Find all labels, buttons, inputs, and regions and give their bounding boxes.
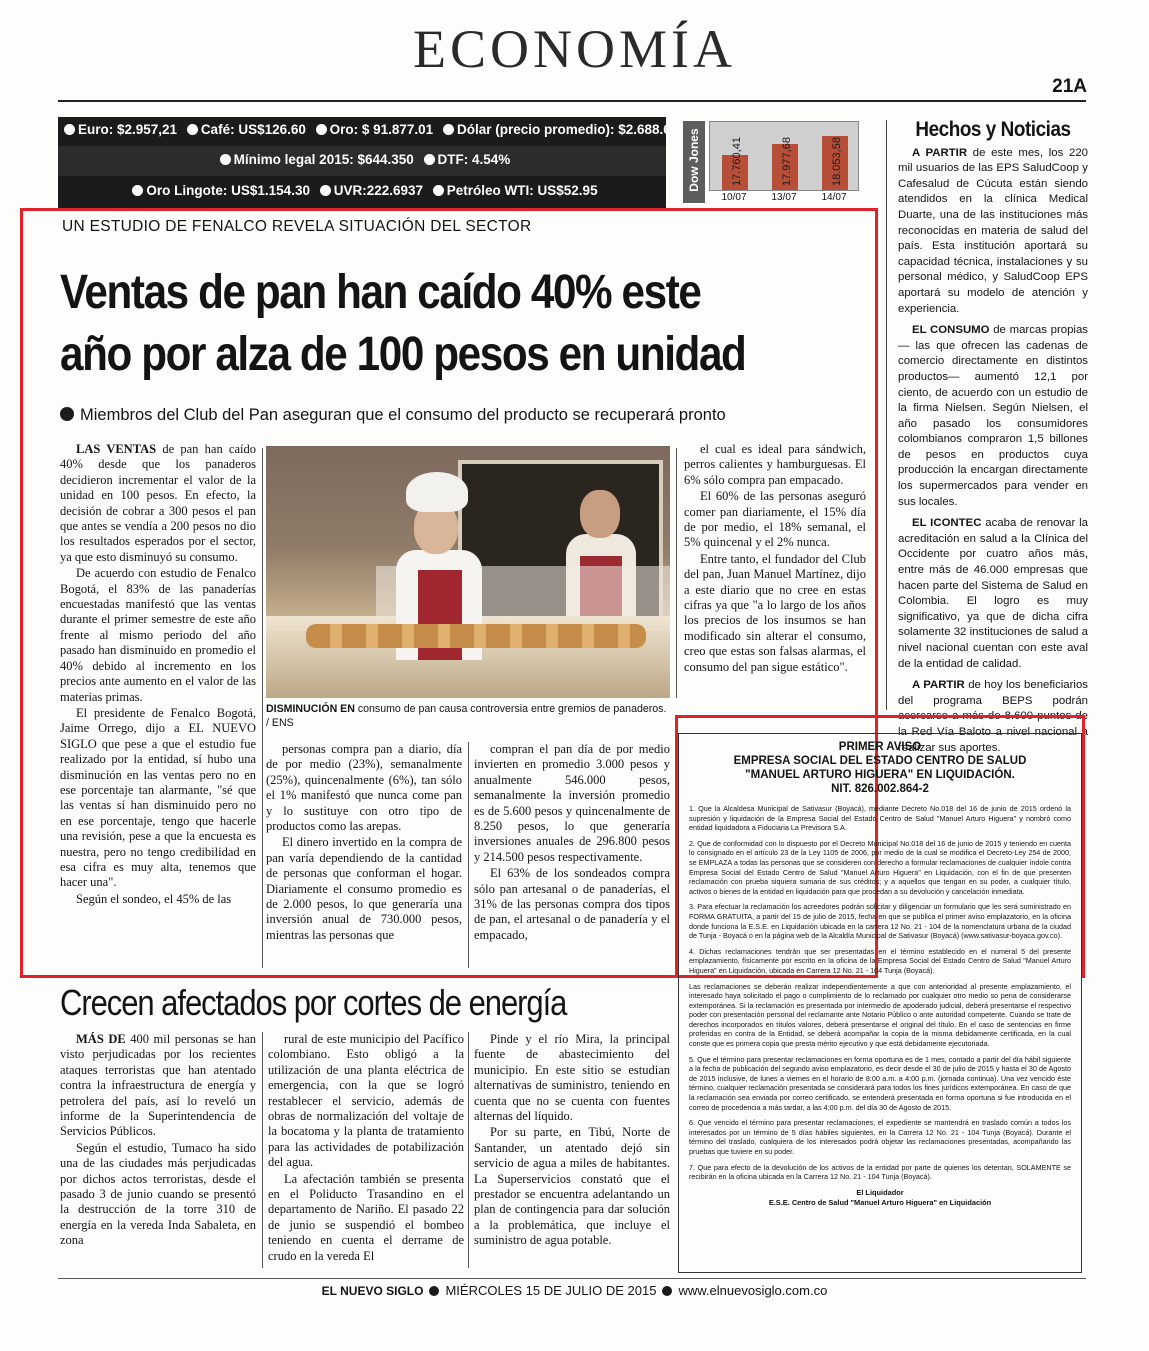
ticker-row-3: [58, 183, 666, 198]
paragraph-text: Entre tanto, el fundador del Club del pan, Juan Manuel Martínez, dijo a este diario que no cree en estas cifras ya que "a lo largo de los años los precios de los insumos se han modificado sin alterar el consumo, creo que estas son falsas alarmas, el consumo del pan sigue estático".: [684, 551, 866, 674]
hechos-y-noticias-sidebar: [898, 118, 1088, 762]
article-kicker: UN ESTUDIO DE FENALCO REVELA SITUACIÓN DEL SECTOR: [62, 218, 532, 235]
bullet-icon: [187, 124, 198, 135]
paragraph: [684, 442, 866, 488]
paragraph-text: El presidente de Fenalco Bogotá, Jaime Orrego, dijo a EL NUEVO SIGLO que pese a que el estudio fue realizado por la entidad, sí hubo una disminución en las ventas pero no en ese porcentaje tan alarmante, "sé que las ventas sí han disminuido pero no en ese porcentaje, tengo que hacerle una revisión, pese a que la encuesta es nuestra, pero no tengo credibilidad en esa cifra es muy alta, tenemos que hacer una".: [60, 705, 256, 890]
bullet-icon: [64, 124, 75, 135]
ticker-item: Dólar (precio promedio): $2.688.62: [456, 122, 679, 137]
article-2-column-1: [60, 1032, 256, 1250]
section-masthead: ECONOMÍA: [413, 19, 736, 79]
ticker-item: Petróleo WTI: US$52.95: [446, 183, 598, 198]
footer-date: MIÉRCOLES 15 DE JULIO DE 2015: [445, 1283, 657, 1298]
dow-jones-plot: [709, 121, 859, 191]
top-rule: [58, 100, 1086, 102]
caption-lead: DISMINUCIÓN EN: [266, 703, 355, 715]
footer-rule: [58, 1278, 1086, 1279]
photo-caption: [266, 702, 670, 730]
ticker-item: Oro Lingote: US$1.154.30: [146, 183, 314, 198]
dow-jones-bar: [772, 137, 798, 190]
sidebar-item-text: de marcas propias — las que ofrecen las cadenas de comercio directamente en distintos productos— aumentó 12,1 por ciento, de acuerdo con un estudio de la firma Nielsen. Según Nielsen, el año pasado los consumidores colombianos compraron 1,5 billones de pesos en productos cuya producción la encargan directamente los supermercados para vender en sus locales.: [898, 324, 1088, 508]
paragraph: [268, 1172, 464, 1264]
paragraph-text: El 63% de los sondeados compra sólo pan artesanal o de panaderías, el 31% de las personas compra dos tipos de pan, el artesanal o de panadería y el empacado,: [474, 866, 670, 942]
ticker-item: Mínimo legal 2015: $644.350: [233, 152, 418, 167]
ticker-item: UVR:222.6937: [333, 183, 427, 198]
bullet-icon: [433, 185, 444, 196]
paragraph: [684, 489, 866, 551]
notice-title-1: PRIMER AVISO: [838, 741, 922, 753]
notice-nit: NIT. 826.002.864-2: [831, 783, 929, 795]
bread-tray: [306, 624, 646, 648]
paragraph-text: de pan han caído 40% desde que los panaderos decidieron incrementar el valor de la unidad en 100 pesos. En efecto, la decisión de cobrar a 300 pesos el pan que antes se vendía a 200 pesos no dio los resultados esperados por el sector, ya que esto disminuyó su consumo.: [60, 442, 256, 564]
bullet-icon: [320, 185, 331, 196]
sidebar-item-lead: A PARTIR: [912, 679, 965, 692]
paragraph: [266, 835, 462, 943]
notice-item: 4. Dichas reclamaciones tendrán que ser presentadas en el término establecido en el numeral 5 del presente emplazamiento, físicamente por escrito en la oficina de la Empresa Social del Estado Centro de Salud "Manuel Arturo Higuera" en Liquidación, ubicada en Carrera 12 No. 21 - 104 Tunja (Boyacá).: [689, 946, 1071, 975]
notice-title-2: EMPRESA SOCIAL DEL ESTADO CENTRO DE SALUD: [733, 755, 1027, 767]
page-number: 21A: [1052, 76, 1087, 97]
bakery-photo: [266, 446, 670, 698]
paragraph-text: Pinde y el río Mira, la principal fuente de abastecimiento del municipio. En este sitio se estudian alternativas de suministro, teniendo en cuenta que no se cuenta con fuentes alternas del líquido.: [474, 1032, 670, 1124]
notice-item: 7. Que para efecto de la devolución de los activos de la entidad por parte de quienes los detentan, SOLAMENTE se recibirán en la oficina ubicada en la Carrera 12 No. 21 - 104 Tunja (Boyacá).: [689, 1162, 1071, 1182]
notice-item: Las reclamaciones se deberán realizar independientemente a que con anterioridad al presente emplazamiento, el interesado haya solicitado el pago o cumplimiento de lo reclamado por cualquier otro medio so pena de considerarse extemporánea. Si la reclamación es presentada por intermedio de apoderado judicial, deberá presentarse el respectivo poder con presentación personal del reclamante ante Notario Público o ante autoridad competente. Cuando se trate de derechos incorporados en títulos valores, deberá presentarse el original del título. En el caso de sentencias en firme proferidas en contra de la Entidad, se deberá acompañar la copia de la misma debidamente certificada, en la cual conste que es primera copia que presta mérito ejecutivo y que está debidamente ejecutoriada.: [689, 981, 1071, 1049]
ticker-row-1: [58, 122, 679, 137]
paragraph-text: personas compra pan a diario, día de por medio (23%), semanalmente (25%), quincenalmente (6%), tan sólo el 1% manifestó que nunca come pan y lo sustituye con otro tipo de productos como las arepas.: [266, 742, 462, 834]
ticker-item: DTF: 4.54%: [437, 152, 511, 167]
article-column-3-bottom: [474, 742, 670, 944]
headline-line-2: año por alza de 100 pesos en unidad: [60, 328, 746, 381]
market-ticker: [58, 117, 679, 208]
footer-brand: EL NUEVO SIGLO: [321, 1284, 424, 1298]
dow-jones-label-box: [683, 121, 705, 203]
article-column-2-bottom: [266, 742, 462, 944]
dow-jones-date: 10/07: [721, 192, 747, 203]
sidebar-item: [898, 516, 1088, 672]
bullet-icon: [424, 154, 435, 165]
column-rule: [468, 742, 469, 968]
dow-jones-dates: [709, 192, 859, 203]
bullet-icon: [220, 154, 231, 165]
paragraph-text: 400 mil personas se han visto perjudicadas por los recientes ataques terroristas que han atentado contra la infraestructura de energía y petrolera del país, así lo reveló un informe de la Superintendencia de Servicios Públicos.: [60, 1032, 256, 1139]
headline-line-1: Ventas de pan han caído 40% este: [60, 266, 701, 319]
article-column-1: [60, 442, 256, 908]
sidebar-item-text: de hoy los beneficiarios del programa BEPS podrán acercarse a más de 8.600 puntos de la Red Vía Baloto a nivel nacional a realizar sus aportes.: [898, 679, 1088, 754]
ticker-item: Oro: $ 91.877.01: [329, 122, 437, 137]
deck-text: Miembros del Club del Pan aseguran que el consumo del producto se recuperará pronto: [80, 406, 726, 424]
bullet-icon: [429, 1286, 439, 1296]
page-footer: [0, 1283, 1149, 1298]
dow-jones-value: 17.977,68: [781, 137, 793, 186]
notice-items: [689, 804, 1071, 1182]
notice-signer-1: El Liquidador: [856, 1187, 904, 1197]
column-rule: [262, 448, 263, 968]
column-rule: [676, 448, 677, 698]
paragraph-text: compran el pan día de por medio invierten en promedio 3.000 pesos y anualmente 546.000 pesos, semanalmente la inversión promedio es de 5.600 pesos y quincenalmente de 8.250 pesos, lo que generaría inversiones anuales de 296.800 pesos y 214.500 pesos respectivamente.: [474, 742, 670, 864]
bullet-icon: [60, 407, 74, 421]
article-headline: [60, 262, 870, 386]
paragraph-text: Según el estudio, Tumaco ha sido una de las ciudades más perjudicadas por dichos actos terroristas, desde el pasado 3 de junio cuando se presentó la destrucción de la torre 310 de energía en la vereda Inda Sabaleta, en zona: [60, 1140, 256, 1248]
notice-title: [689, 740, 1071, 796]
article-deck: [60, 406, 726, 425]
notice-item: 2. Que de conformidad con lo dispuesto por el Decreto Municipal No.018 del 16 de junio de 2015 y teniendo en cuenta lo consignado en el artículo 23 de la Ley 1105 de 2006, por medio de la cual se modifica el Decreto-Ley 254 de 2000, se EMPLAZA a todas las personas que se consideren con derecho a formular reclamaciones de cualquier índole contra Empresa Social del Estado Centro de Salud "Manuel Arturo Higuera" en Liquidación, con el fin de que presenten reclamación con prueba siquiera sumaria de sus créditos; y a aquellos que tengan en su poder, a cualquier título, activos o bienes de la entidad en liquidación para que procedan a su devolución y cancelación inmediata.: [689, 838, 1071, 896]
paragraph: [60, 1141, 256, 1249]
bullet-icon: [316, 124, 327, 135]
paragraph-text: El 60% de las personas aseguró comer pan diariamente, el 15% día de por medio, el 18% semanal, el 5% quincenal y el 2% nunca.: [684, 489, 866, 550]
paragraph-lead: LAS VENTAS: [76, 442, 157, 456]
article-2-column-3: [474, 1032, 670, 1250]
dow-jones-label: Dow Jones: [687, 128, 701, 192]
notice-item: 3. Para efectuar la reclamación los acreedores podrán solicitar y diligenciar un formulario que les será suministrado en FORMA GRATUITA, a partir del 15 de julio de 2015, fecha en que se publica el primer aviso emplazatorio, en la oficina donde funciona la E.S.E. en Liquidación ubicada en la carrera 12 No. 21 - 104 de la nomenclatura urbana de la ciudad de Tunja - Boyacá o en la página web de la Alcaldía Municipal de Sativasur (Boyacá) (www.sativasur-boyaca.gov.co).: [689, 902, 1071, 941]
ticker-item: Café: US$126.60: [200, 122, 310, 137]
paragraph: [474, 866, 670, 943]
dow-jones-date: 14/07: [821, 192, 847, 203]
paragraph: [266, 742, 462, 834]
ticker-item: Euro: $2.957,21: [78, 122, 181, 137]
dow-jones-value: 18.053,58: [831, 137, 843, 186]
bullet-icon: [443, 124, 454, 135]
dow-jones-chart: [683, 121, 859, 203]
legal-notice: [678, 733, 1082, 1273]
article-column-3-top: [684, 442, 866, 676]
paragraph-text: La afectación también se presenta en el Poliducto Trasandino en el departamento de Nariño. El pasado 22 de junio se suspendió el bombeo teniendo en cuenta el derrame de crudo en la vereda El: [268, 1171, 464, 1263]
bullet-icon: [132, 185, 143, 196]
paragraph: [474, 742, 670, 865]
sidebar-items: [898, 146, 1088, 757]
paragraph-text: Según el sondeo, el 45% de las: [76, 891, 232, 906]
paragraph: [268, 1032, 464, 1171]
sidebar-rule: [886, 120, 887, 710]
column-rule: [468, 1032, 469, 1268]
notice-item: 1. Que la Alcaldesa Municipal de Sativasur (Boyacá), mediante Decreto No.018 del 16 de junio de 2015 ordenó la supresión y liquidación de la Empresa Social del Estado Centro de Salud "Manuel Arturo Higuera" y nombró como entidad liquidadora a Fiduciaria La Previsora S.A.: [689, 804, 1071, 833]
paragraph: [684, 552, 866, 675]
footer-web: www.elnuevosiglo.com.co: [678, 1283, 828, 1298]
paragraph-text: De acuerdo con estudio de Fenalco Bogotá, el 83% de las panaderías encuestadas manifestó que las ventas durante el primer semestre de este año frente al mismo periodo del año pasado han disminuido en promedio el 40% debido al incremento en los precios ante aumento en el valor de las materias primas.: [60, 566, 256, 704]
sidebar-title: Hechos y Noticias: [915, 118, 1071, 141]
paragraph-lead: MÁS DE: [76, 1032, 126, 1046]
notice-item: 5. Que el término para presentar reclamaciones en forma oportuna es de 1 mes, contado a partir del día hábil siguiente a la fecha de publicación del segundo aviso emplazatorio, es decir desde el 30 de julio de 2015 y hasta el 30 de Agosto de 2015 inclusive, de lunes a viernes en el horario de 8:00 a.m. a 4:00 p.m. (jornada continua). Una vez vencido éste término, cualquier reclamación presentada se considerará para todos los fines jurídicos extemporánea. En caso de que la reclamación sea enviada por correo certificado, se entenderá presentada en forma oportuna si fue introducida en el correo de procedencia a más tardar, a las 4:00 p.m. del día 30 de Agosto de 2015.: [689, 1054, 1071, 1112]
paragraph: [60, 442, 256, 565]
paragraph: [474, 1125, 670, 1248]
sidebar-item-text: acaba de renovar la acreditación en salud a la Clínica del Occidente por cuatro años más, entre más de 46.000 empresas que hacen parte del Sistema de Salud en Colombia. El logro es muy significativo, ya que de dicha cifra solamente 32 instituciones de salud a nivel nacional cuentan con este aval de la entidad de calidad.: [898, 517, 1088, 670]
notice-title-3: "MANUEL ARTURO HIGUERA" EN LIQUIDACIÓN.: [745, 769, 1015, 781]
notice-signer-2: E.S.E. Centro de Salud "Manuel Arturo Higuera" en Liquidación: [768, 1197, 992, 1207]
article-2-headline: Crecen afectados por cortes de energía: [60, 982, 567, 1023]
notice-item: 6. Que vencido el término para presentar reclamaciones, el expediente se mantendrá en traslado común a todos los interesados por un término de 5 días hábiles siguientes, en la Carrera 12 No. 21 - 104 Tunja (Boyacá). Durante el término del traslado, cualquiera de los interesados podrá objetar las reclamaciones presentadas, acompañando las pruebas que tuviere en su poder.: [689, 1118, 1071, 1156]
dow-jones-value: 17.760,41: [731, 137, 743, 186]
paragraph-text: el cual es ideal para sándwich, perros calientes y hamburguesas. El 6% sólo compra pan empacado.: [684, 442, 866, 487]
dow-jones-date: 13/07: [771, 192, 797, 203]
sidebar-item: [898, 146, 1088, 318]
notice-signature: [689, 1188, 1071, 1208]
paragraph: [474, 1032, 670, 1124]
paragraph: [60, 1032, 256, 1140]
column-rule: [262, 1032, 263, 1268]
sidebar-item-lead: EL CONSUMO: [912, 324, 990, 337]
caption-text: consumo de pan causa controversia entre gremios de panaderos. / ENS: [266, 703, 667, 729]
paragraph: [60, 566, 256, 705]
paragraph: [60, 892, 256, 907]
paragraph-text: Por su parte, en Tibú, Norte de Santander, un atentado dejó sin servicio de agua a miles de habitantes. La Superservicios constató que el prestador se encuentra adelantando un plan de contingencia para dar solución a la problemática, que incluye el suministro de agua potable.: [474, 1125, 670, 1248]
article-2-column-2: [268, 1032, 464, 1265]
sidebar-item-lead: EL ICONTEC: [912, 517, 982, 530]
ticker-row-2: [58, 152, 666, 167]
paragraph-text: El dinero invertido en la compra de pan varía dependiendo de la cantidad de personas que conforman el hogar. Diariamente el consumo promedio es de 2.000 pesos, lo que generaría una inversión anual de 730.000 pesos, mientras las personas que: [266, 835, 462, 942]
sidebar-item-text: de este mes, los 220 mil usuarios de las EPS SaludCoop y Cafesalud de Cúcuta están siendo atendidos en la clínica Medical Duarte, una de las instituciones más reconocidas en materia de salud del país. Esta institución aportará su capacidad técnica, instalaciones y su personal médico, y SaludCoop EPS aportará su modelo de atención y experiencia.: [898, 146, 1088, 315]
sidebar-item-lead: A PARTIR: [912, 146, 968, 159]
bullet-icon: [662, 1286, 672, 1296]
dow-jones-bar: [722, 137, 748, 190]
dow-jones-bar: [822, 136, 848, 190]
sidebar-item: [898, 323, 1088, 510]
paragraph: [60, 706, 256, 891]
paragraph-text: rural de este municipio del Pacífico colombiano. Esto obligó a la utilización de una planta eléctrica de emergencia, con la que se logró restablecer el servicio, además de obras de normalización del voltaje de la bocatoma y la planta de tratamiento para las actividades de potabilización del agua.: [268, 1032, 464, 1170]
